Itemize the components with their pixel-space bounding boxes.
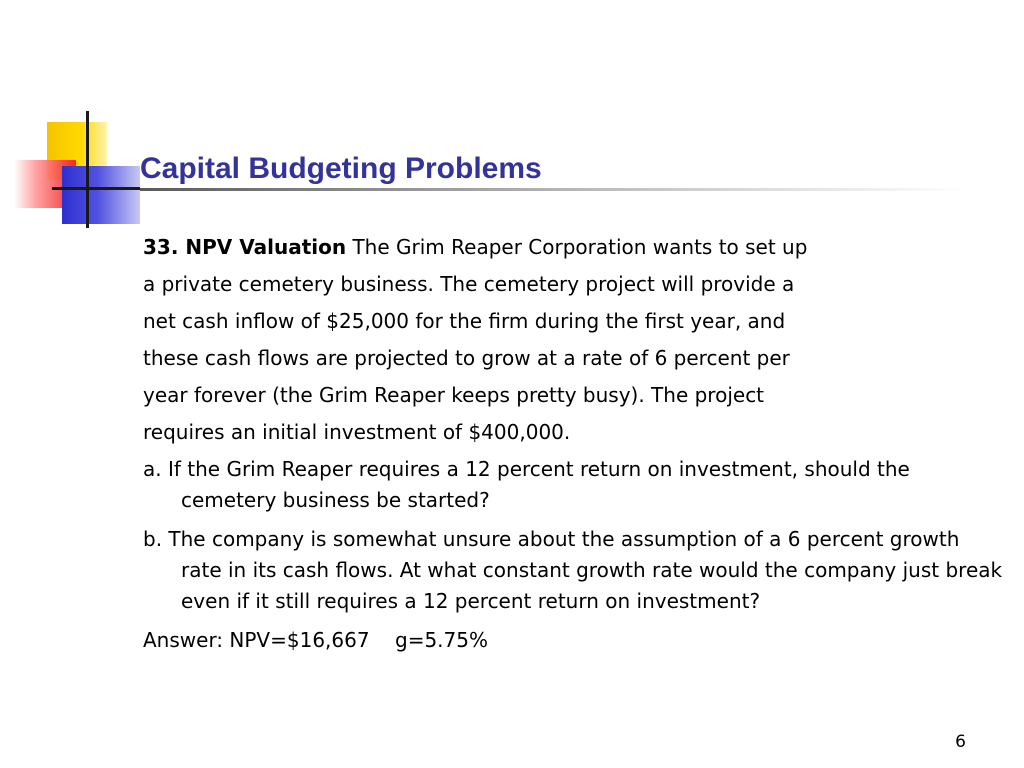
- problem-line: [143, 232, 1003, 263]
- logo-horizontal-line: [52, 187, 140, 190]
- logo-vertical-line: [86, 111, 89, 228]
- slide-title: Capital Budgeting Problems: [140, 152, 542, 185]
- problem-text: The Grim Reaper Corporation wants to set up: [346, 235, 808, 259]
- answer-line: Answer: NPV=$16,667 g=5.75%: [143, 628, 488, 652]
- problem-heading: 33. NPV Valuation: [143, 235, 347, 259]
- problem-line: requires an initial investment of $400,000.: [143, 420, 571, 444]
- problem-line: a private cemetery business. The cemetery project will provide a: [143, 272, 795, 296]
- question-b: b. The company is somewhat unsure about the assumption of a 6 percent growth rate in its cash flows. At what constant growth rate would the company just break even if it still requires a 12 percent return on investment?: [143, 527, 1003, 613]
- problem-line: these cash flows are projected to grow at a rate of 6 percent per: [143, 346, 790, 370]
- page-number: 6: [955, 732, 966, 752]
- logo-blue-square: [62, 166, 140, 224]
- question-a: a. If the Grim Reaper requires a 12 percent return on investment, should the cemetery business be started?: [143, 457, 910, 512]
- title-underline: [140, 188, 970, 191]
- slide-body: [143, 232, 1003, 656]
- problem-line: year forever (the Grim Reaper keeps pretty busy). The project: [143, 383, 765, 407]
- problem-line: net cash inflow of $25,000 for the firm during the first year, and: [143, 309, 786, 333]
